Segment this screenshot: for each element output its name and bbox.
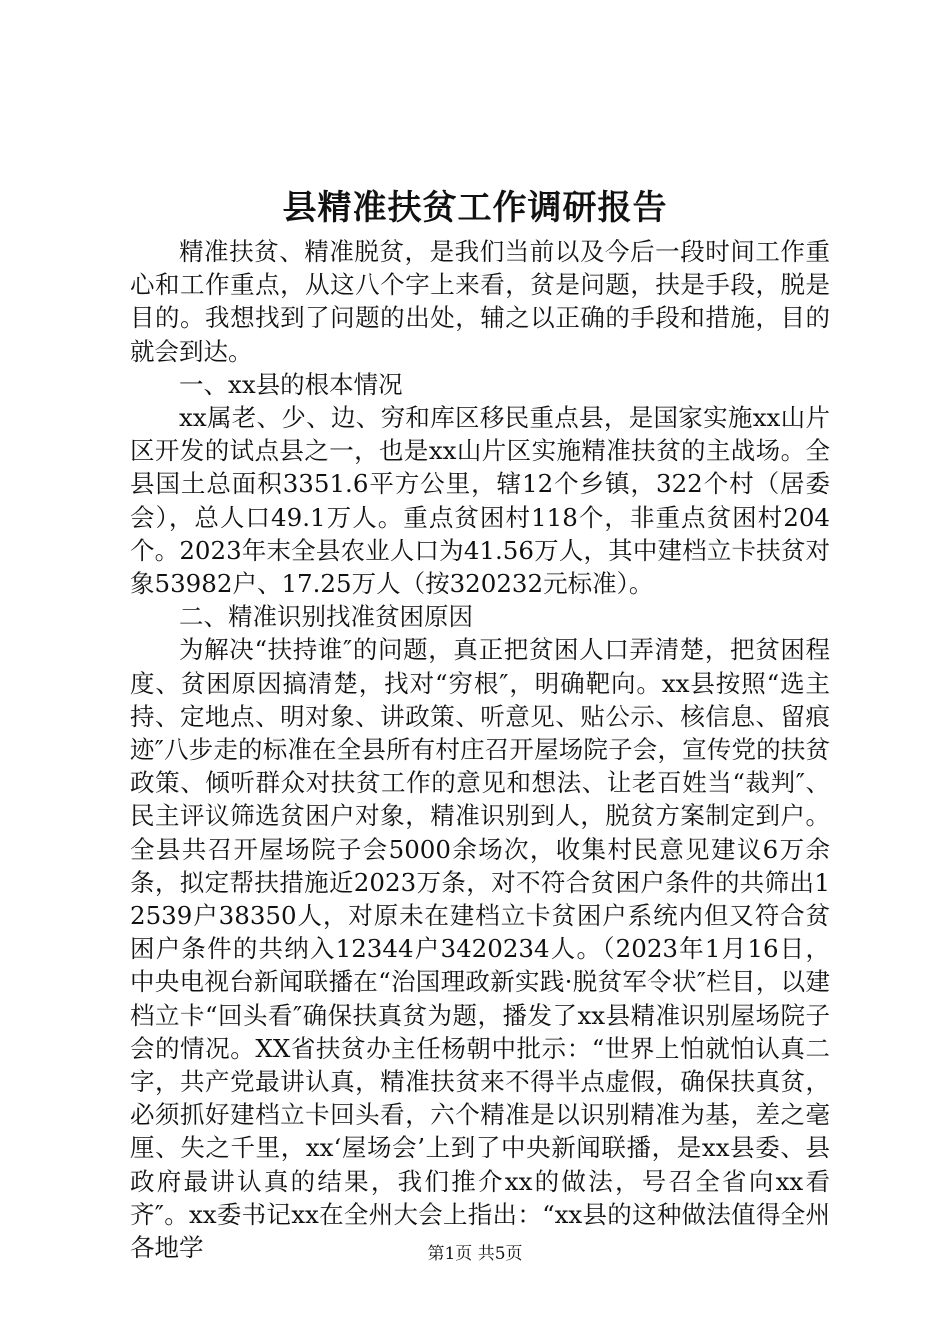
section-1-paragraph: xx属老、少、边、穷和库区移民重点县，是国家实施xx山片区开发的试点县之一，也是xx山片区实施精准扶贫的主战场。全县国土总面积3351.6平方公里，辖12个乡镇，322个村（居委会），总人口49.1万人。重点贫困村118个，非重点贫困村204个。2023年末全县农业人口为41.56万人，其中建档立卡扶贫对象53982户、17.25万人（按320232元标准）。 — [130, 403, 830, 599]
document-body — [130, 235, 830, 1264]
intro-paragraph: 精准扶贫、精准脱贫，是我们当前以及今后一段时间工作重心和工作重点，从这八个字上来看，贫是问题，扶是手段，脱是目的。我想找到了问题的出处，辅之以正确的手段和措施，目的就会到达。 — [130, 237, 830, 366]
page-title: 县精准扶贫工作调研报告 — [282, 188, 668, 228]
section-2-paragraph: 为解决“扶持谁″的问题，真正把贫困人口弄清楚，把贫困程度、贫困原因搞清楚，找对“穷根″，明确靶向。xx县按照“选主持、定地点、明对象、讲政策、听意见、贴公示、核信息、留痕迹″八步走的标准在全县所有村庄召开屋场院子会，宣传党的扶贫政策、倾听群众对扶贫工作的意见和想法、让老百姓当“裁判″、民主评议筛选贫困户对象，精准识别到人，脱贫方案制定到户。全县共召开屋场院子会5000余场次，收集村民意见建议6万余条，拟定帮扶措施近2023万条，对不符合贫困户条件的共筛出12539户38350人，对原未在建档立卡贫困户系统内但又符合贫困户条件的共纳入12344户3420234人。（2023年1月16日，中央电视台新闻联播在“治国理政新实践·脱贫军令状″栏目，以建档立卡“回头看″确保扶真贫为题，播发了xx县精准识别屋场院子会的情况。XX省扶贫办主任杨朝中批示：“世界上怕就怕认真二字，共产党最讲认真，精准扶贫来不得半点虚假，确保扶真贫，必须抓好建档立卡回头看，六个精准是以识别精准为基，差之毫厘、失之千里，xx‘屋场会’上到了中央新闻联播，是xx县委、县政府最讲认真的结果，我们推介xx的做法，号召全省向xx看齐″。xx委书记xx在全州大会上指出：“xx县的这种做法值得全州各地学 — [130, 635, 830, 1263]
section-heading-1: 一、xx县的根本情况 — [179, 369, 403, 399]
page-footer: 第1页 共5页 — [427, 1244, 523, 1264]
section-heading-2: 二、精准识别找准贫困原因 — [179, 602, 473, 632]
